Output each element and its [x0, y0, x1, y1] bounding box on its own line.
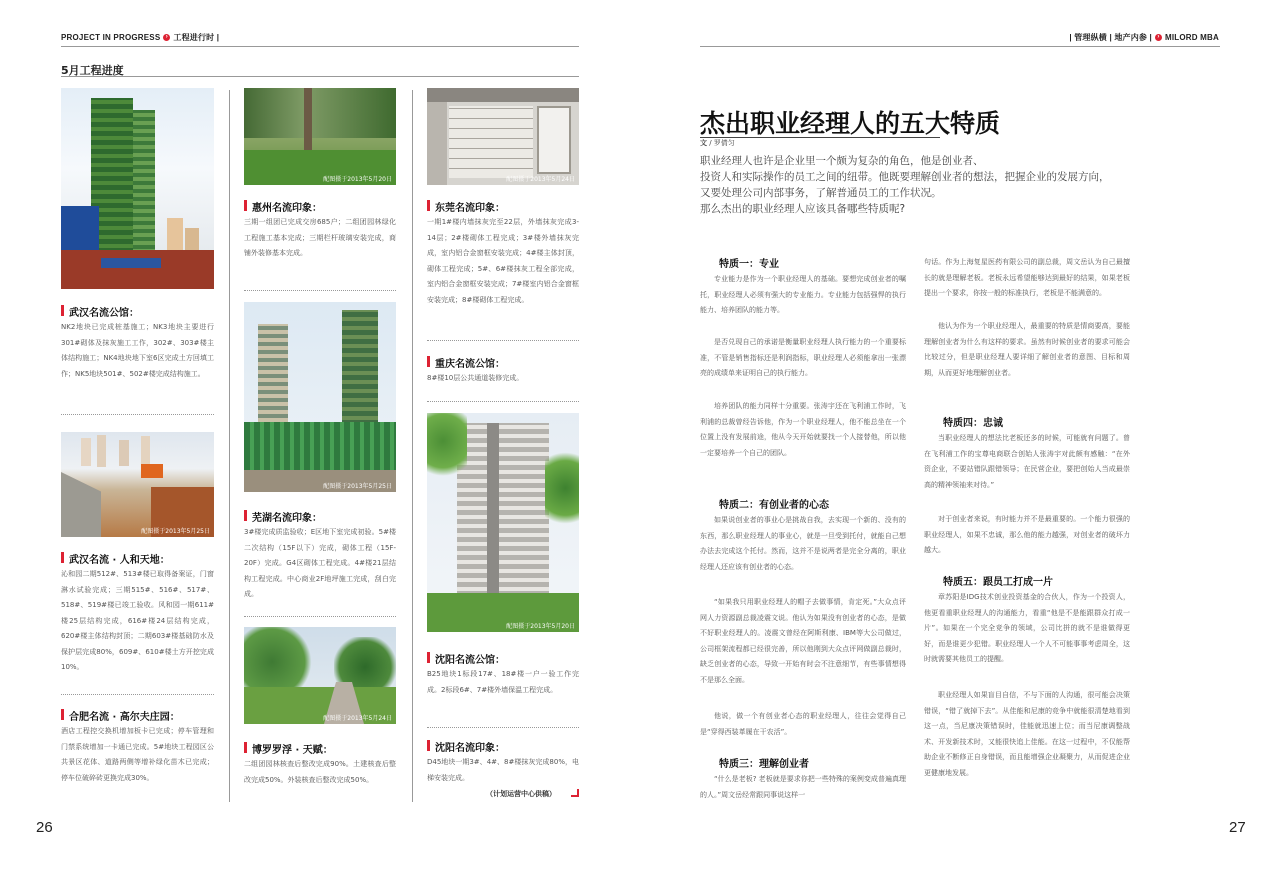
photo-dongguan: [427, 88, 579, 185]
section-body: 沁和园二期512#、513#楼已取得备案证，门窗淋水试验完成；三期515#、516#、517#、518#、519#楼已竣工验收。风和园一期611#楼25层结构完成，616#楼24层结构完成，620#楼主体结构封顶；二期603#楼基础防水及保护层完成80%，609#、610#楼土方开挖完成10%。: [61, 570, 214, 671]
section-body: NK2地块已完成桩基施工；NK3地块主要进行301#砌体及抹灰施工工作，302#、303#楼主体结构施工；NK4地块地下室6区完成土方回填工作；NK5地块501#、502#楼完成结构施工。: [61, 323, 214, 378]
section-divider: [427, 340, 579, 341]
section-body: 8#楼10层公共通道装修完成。: [427, 374, 524, 382]
trait-body: “什么是老板? 老板就是要求你把一些特殊的案例变成普遍真理的人。”周文岳经常跟同事说这样一: [700, 775, 906, 799]
column-divider: [229, 90, 230, 802]
intro-line: 那么杰出的职业经理人应该具备哪些特质呢?: [700, 203, 906, 215]
intro-line: 职业经理人也许是企业里一个颇为复杂的角色，他是创业者、: [700, 155, 984, 167]
trait-body: “如果我只用职业经理人的帽子去做事情，肯定死。”大众点评网人力资源副总裁凌震文说。他认为如果没有创业者的心态，是做不好职业经理人的。凌震文曾经在阿斯利康、IBM等大公司做过，公司框架流程都已经很完善，所以他刚到大众点评网做副总裁时，缺乏创业者的心态，导致一开始有时会不注意细节，有些事情想得不是那么全面。: [700, 598, 906, 684]
credit-text: （计划运营中心供稿）: [486, 790, 556, 798]
trait-body: 对于创业者来说，有时能力并不是最重要的。一个能力很强的职业经理人，如果不忠诚，那么他的能力越强，对创业者的破坏力越大。: [924, 515, 1130, 554]
section-title: 武汉名流公馆：: [61, 304, 139, 319]
trait-body: 他认为作为一个职业经理人，最重要的特质是情商要高，要能理解创业者为什么有这样的要求。虽然有时候创业者的要求可能会比较过分，但是职业经理人要详细了解创业者的意图、目标和周期，从而更好地理解创业者。: [924, 322, 1130, 377]
header-section-label: 工程进行时: [173, 33, 215, 42]
photo-caption: 配图摄于2013年5月20日: [323, 176, 392, 183]
section-title: 芜湖名流印象：: [244, 509, 322, 524]
left-page-title: 5月工程进度: [61, 64, 124, 77]
photo-huizhou: [244, 88, 396, 185]
trait-heading: 特质五：跟员工打成一片: [943, 577, 1053, 588]
section-divider: [61, 694, 214, 695]
photo-renhe: [61, 432, 214, 537]
section-body: 一期1#楼内墙抹灰完至22层，外墙抹灰完成3-14层；2#楼砌体工程完成；3#楼外墙抹灰完成，室内铝合金窗框安装完成；4#楼主体封顶，砌体工程完成；5#、6#楼抹灰工程全部完成，室内铝合金窗框安装完成；7#楼室内铝合金窗框安装完成；8#楼砌体工程完成。: [427, 218, 579, 304]
section-title: 东莞名流印象：: [427, 199, 505, 214]
trait-body: 专业能力是作为一个职业经理人的基础。要想完成创业者的嘱托，职业经理人必须有强大的专业能力。专业能力包括强悍的执行能力、培养团队的能力等。: [700, 275, 906, 314]
header-left: PROJECT IN PROGRESS › 工程进行时 |: [61, 33, 220, 42]
section-divider: [427, 727, 579, 728]
section-title: 合肥名流 · 高尔夫庄园：: [61, 708, 180, 723]
byline: 文 / 罗倩匀: [700, 139, 735, 147]
header-rule-right: [700, 46, 1220, 47]
trait-body: 他说，做一个有创业者心态的职业经理人，往往会觉得自己是“穿得西装革履在干农活”。: [700, 712, 906, 736]
column-divider: [412, 90, 413, 802]
article-title: 杰出职业经理人的五大特质: [700, 109, 1001, 138]
section-title: 沈阳名流印象：: [427, 739, 505, 754]
arrow-icon: ›: [163, 34, 170, 41]
section-divider: [244, 290, 396, 291]
trait-body: 当职业经理人的想法比老板还多的时候，可能就有问题了。曾在飞利浦工作的宝尊电商联合创始人张涛宇对此颇有感触：“在外资企业，不要站错队跟错领导；在民营企业，要把创始人当成最崇高的精神领袖来对待。”: [924, 434, 1130, 489]
section-divider: [61, 414, 214, 415]
title-rule: [61, 76, 579, 77]
trait-heading: 特质一：专业: [719, 259, 779, 270]
intro-line: 投资人和实际操作的员工之间的纽带。他既要理解创业者的想法，把握企业的发展方向，: [700, 171, 1110, 183]
section-divider: [427, 401, 579, 402]
photo-caption: 配图摄于2013年5月25日: [141, 528, 210, 535]
trait-body: 如果说创业者的事业心是挑战自我，去实现一个新的、没有的东西，那么职业经理人的事业心，就是一旦受到托付，就能自己想办法去完成这个托付。然而，这并不是说两者是完全分离的，职业经理人还应该有创业者的心态。: [700, 516, 906, 571]
trait-heading: 特质二：有创业者的心态: [719, 500, 829, 511]
header-project-label: PROJECT IN PROGRESS: [61, 33, 161, 42]
page-number-right: 27: [1229, 819, 1246, 836]
section-title: 重庆名流公馆：: [427, 355, 505, 370]
header-estate-label: 地产内参: [1114, 33, 1148, 42]
section-body: B25地块1标段17#、18#楼一户一验工作完成。2标段6#、7#楼外墙保温工程完成。: [427, 670, 579, 694]
photo-wuhu: [244, 302, 396, 492]
section-body: 酒店工程控交换机增加板卡已完成；停车管理和门禁系统增加一卡通已完成。5#地块工程园区公共景区花体、道路两侧等增补绿化苗木已完成；停车位破碎砖更换完成30%。: [61, 727, 214, 782]
section-body: 二组团园林核查后整改完成90%。土建核查后整改完成50%。外装核查后整改完成50%。: [244, 760, 396, 784]
photo-wuhan-gongguan: [61, 88, 214, 289]
brand-icon: ›: [1155, 34, 1162, 41]
section-body: 3#楼完成质监验收；E区地下室完成初验。5#楼二次结构（15F以下）完成，砌体工程（15F-20F）完成。G4区砌体工程完成。4#楼21层结构工程完成。中心商业2F地坪施工完成，刮白完成。: [244, 528, 396, 598]
trait-body: 章苏阳是IDG技术创业投资基金的合伙人，作为一个投资人，他更看重职业经理人的沟通能力，看重“他是不是能跟群众打成一片”。如果在一个完全竞争的领域，公司比拼的就不是谁做得更好，而是谁更少犯错。职业经理人一个人不可能事事考虑周全，这时就需要其他员工的提醒。: [924, 593, 1130, 663]
trait-body: 句话。作为上海复星医药有限公司的副总裁，周文岳认为自己最擅长的就是理解老板。老板永远希望能够达到最好的结果，如果老板提出一个要求，你按一般的标准执行，老板是不能满意的。: [924, 258, 1130, 297]
byline-label: 文: [700, 139, 707, 147]
photo-caption: 配图摄于2013年5月24日: [506, 176, 575, 183]
trait-heading: 特质四：忠诚: [943, 418, 1003, 429]
page-number-left: 26: [36, 819, 53, 836]
trait-body: 职业经理人如果盲目自信，不与下面的人沟通，很可能会决策错误，“错了就掉下去”。从佳能和尼康的竞争中就能很清楚地看到这一点，当尼康决策错误时，佳能就迅速上位；而当尼康调整战术、开发新技术时，又能很快追上佳能。在这一过程中，不仅能帮助企业不断修正自身错误，而且能增强企业凝聚力，从而促进企业更健康地发展。: [924, 691, 1130, 777]
photo-caption: 配图摄于2013年5月24日: [323, 715, 392, 722]
photo-caption: 配图摄于2013年5月25日: [323, 483, 392, 490]
header-brand-label: MILORD MBA: [1165, 33, 1219, 42]
section-title: 武汉名流 · 人和天地：: [61, 551, 170, 566]
header-right: | 管理纵横 | 地产内参 | › MILORD MBA: [1069, 33, 1219, 42]
section-title: 博罗罗浮 · 天赋：: [244, 741, 333, 756]
section-title: 惠州名流印象：: [244, 199, 322, 214]
article-intro: [700, 153, 1220, 217]
photo-boluo: [244, 627, 396, 724]
photo-shenyang-gongguan: [427, 413, 579, 632]
end-mark-icon: [571, 789, 579, 797]
trait-heading: 特质三：理解创业者: [719, 759, 809, 770]
section-divider: [244, 616, 396, 617]
header-rule: [61, 46, 579, 47]
section-title: 沈阳名流公馆：: [427, 651, 505, 666]
photo-caption: 配图摄于2013年5月20日: [506, 623, 575, 630]
trait-body: 培养团队的能力同样十分重要。张涛宇还在飞利浦工作时，飞利浦的总裁曾经告诉他，作为一个职业经理人，他不能总坐在一个位置上没有发展前途，他从今天开始就要找一个人接替他，所以他一定要培养一个自己的团队。: [700, 402, 906, 457]
title-underline: [700, 137, 940, 138]
section-body: D45地块一期3#、4#、8#楼抹灰完成80%，电梯安装完成。: [427, 758, 579, 782]
byline-author: 罗倩匀: [713, 139, 735, 147]
trait-body: 是否兑现自己的承诺是衡量职业经理人执行能力的一个重要标准，不管是销售指标还是利润指标，职业经理人必须能拿出一张漂亮的成绩单来证明自己的执行能力。: [700, 338, 906, 377]
section-body: 三期一组团已完成交房685户；二组团园林绿化工程施工基本完成；三期栏杆玻璃安装完成，商铺外装修基本完成。: [244, 218, 396, 257]
header-mgmt-label: 管理纵横: [1074, 33, 1108, 42]
intro-line: 又要处理公司内部事务，了解普通员工的工作状况。: [700, 187, 942, 199]
